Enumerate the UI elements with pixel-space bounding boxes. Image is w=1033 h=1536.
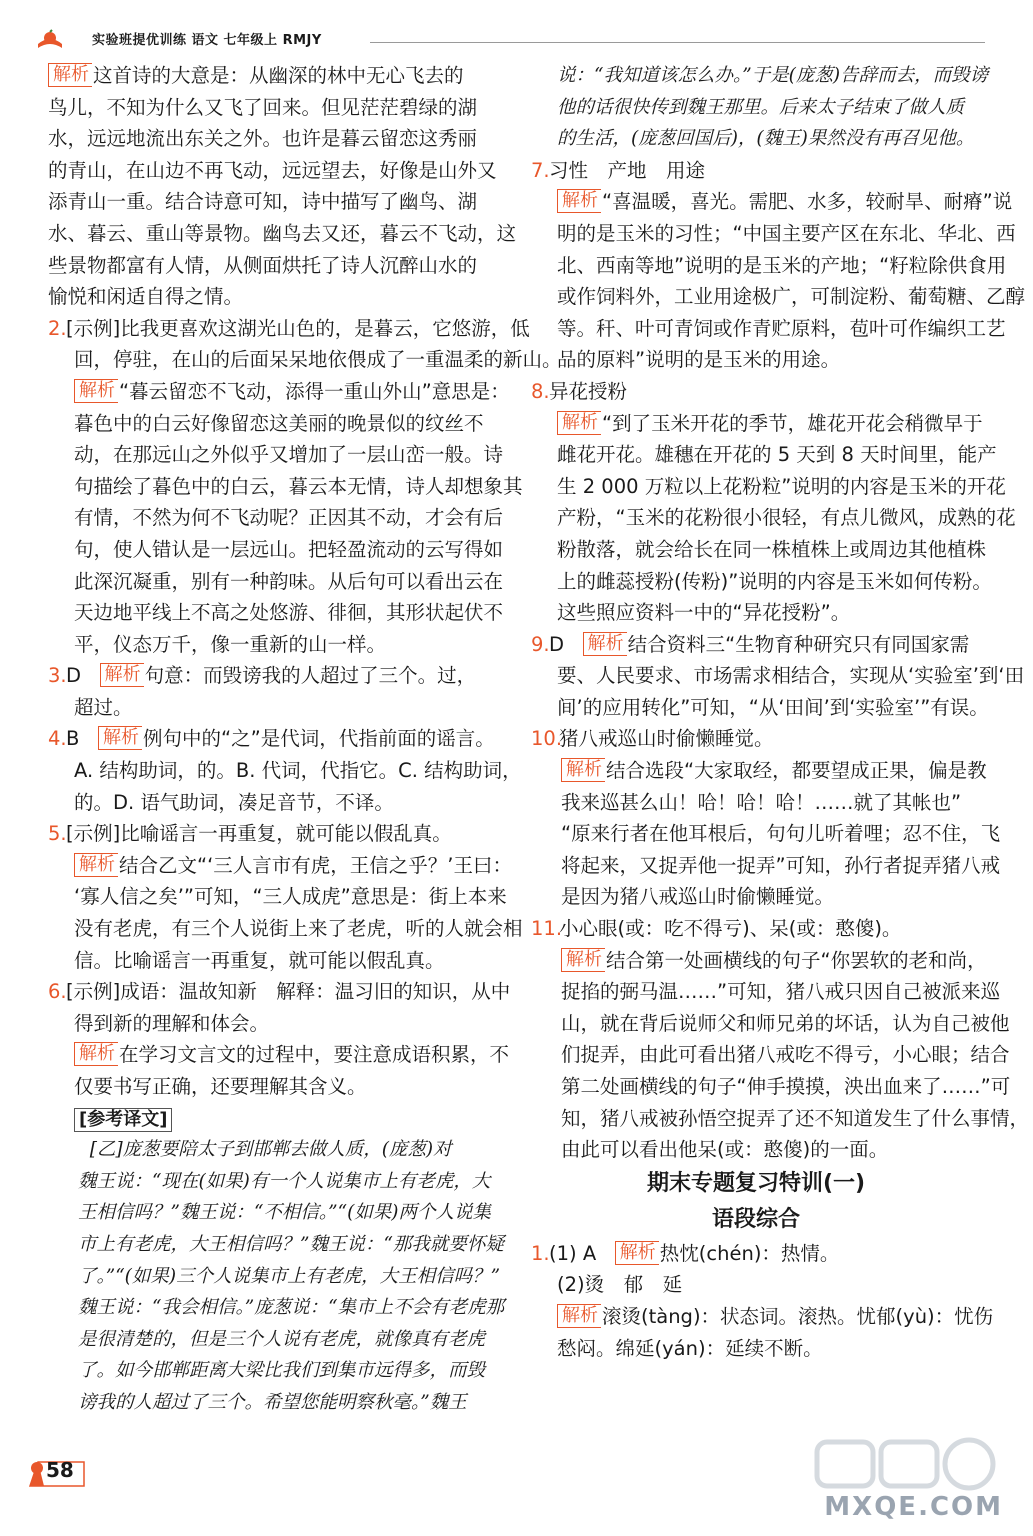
text-line: 句，使人错认是一层远山。把轻盈流动的云写得如 bbox=[74, 537, 504, 561]
text-line: 解析 结合第一处画横线的句子“你罢软的老和尚， bbox=[531, 945, 981, 977]
text-line: 水，远远地流出东关之外。也许是暮云留恋这秀丽 bbox=[48, 127, 478, 151]
translation-line: 的生活，(庞葱回国后)，(魏王)果然没有再召见他。 bbox=[557, 128, 975, 150]
translation-line: 他的话很快传到魏王那里。后来太子结束了做人质 bbox=[557, 96, 965, 118]
question-9: 9.D 解析 结合资料三“生物育种研究只有同国家需 bbox=[531, 632, 970, 656]
text-line: 添青山一重。结合诗意可知，诗中描写了幽鸟、湖 bbox=[48, 190, 478, 214]
text-line: 或作饲料外，工业用途极广，可制淀粉、葡萄糖、乙醇 bbox=[557, 285, 1026, 309]
text-line: 此深沉凝重，别有一种韵味。从后句可以看出云在 bbox=[74, 569, 504, 593]
question-number: 2. bbox=[48, 316, 67, 340]
text-line: 将起来，又捉弄他一捉弄”可知，孙行者捉弄猪八戒 bbox=[561, 853, 1001, 877]
translation-line: 是很清楚的，但是三个人说有老虎，就像真有老虎 bbox=[78, 1328, 486, 1350]
question-10: 10.猪八戒巡山时偷懒睡觉。 bbox=[531, 727, 774, 751]
analysis-tag: 解析 bbox=[561, 948, 605, 972]
question-3: 3.D 解析 句意：而毁谤我的人超过了三个。过， bbox=[48, 664, 477, 688]
page-number: 58 bbox=[46, 1458, 74, 1482]
section-subtitle: 语段综合 bbox=[711, 1206, 800, 1232]
watermark-text: MXQE.COM bbox=[824, 1492, 1003, 1522]
text-line: 北、西南等地”说明的是玉米的产地；“籽粒除供食用 bbox=[557, 253, 1007, 277]
text-line: 第二处画横线的句子“伸手摸摸，泱出血来了……”可 bbox=[561, 1075, 1011, 1098]
translation-line: 谤我的人超过了三个。希望您能明察秋毫。”魏王 bbox=[78, 1391, 467, 1413]
translation-line: 市上有老虎，大王相信吗？”魏王说：“那我就要怀疑 bbox=[78, 1233, 504, 1255]
text-line: 暮色中的白云好像留恋这美丽的晚景似的纹丝不 bbox=[74, 411, 484, 435]
question-5: 5.[示例]比喻谣言一再重复，就可能以假乱真。 bbox=[48, 822, 452, 846]
text-line: 解析 滚烫(tàng)：状态词。滚热。忧郁(yù)：忧伤 bbox=[531, 1301, 981, 1333]
text-line: 这些照应资料一中的“异花授粉”。 bbox=[557, 601, 851, 625]
text-line: A. 结构助词，的。B. 代词，代指它。C. 结构助词， bbox=[74, 759, 522, 783]
text-line: 没有老虎，有三个人说街上来了老虎，听的人就会相 bbox=[74, 917, 523, 941]
analysis-tag: 解析 bbox=[583, 632, 627, 656]
translation-line: 了。如今邯郸距离大梁比我们到集市远得多，而毁 bbox=[78, 1360, 486, 1382]
question-7: 7.习性 产地 用途 bbox=[531, 158, 706, 182]
text-line: 山，就在背后说师父和师兄弟的坏话，认为自己被他 bbox=[561, 1011, 1010, 1035]
text-line: 产粉，“玉米的花粉很小很轻，有点儿微风，成熟的花 bbox=[557, 506, 1016, 530]
answer: D bbox=[549, 632, 565, 656]
text-line: (2)烫 郁 延 bbox=[557, 1273, 683, 1297]
text-line: 仅要书写正确，还要理解其含义。 bbox=[74, 1075, 367, 1098]
text-line: 是因为猪八戒巡山时偷懒睡觉。 bbox=[561, 885, 835, 909]
analysis-tag: 解析 bbox=[557, 189, 601, 213]
question-8: 8.异花授粉 bbox=[531, 379, 628, 403]
question-6: 6.[示例]成语：温故知新 解释：温习旧的知识，从中 bbox=[48, 980, 511, 1004]
translation-line: 王相信吗？”魏王说：“不相信。”“(如果)两个人说集 bbox=[78, 1202, 492, 1224]
analysis-tag: 解析 bbox=[98, 726, 142, 750]
translation-line: 说：“我知道该怎么办。”于是(庞葱)告辞而去，而毁谤 bbox=[557, 65, 989, 86]
page-header bbox=[36, 28, 985, 56]
answer: B bbox=[66, 727, 80, 751]
text-line: 间’的应用转化”可知，“从‘田间’到‘实验室’”有误。 bbox=[557, 695, 989, 719]
right-column bbox=[531, 60, 1030, 1364]
question-11: 11.小心眼(或：吃不得亏)、呆(或：憨傻)。 bbox=[531, 917, 902, 941]
text-line: “原来行者在他耳根后，句句儿听着哩；忍不住，飞 bbox=[561, 822, 1001, 846]
text-line: 生 2 000 万粒以上花粉粒”说明的内容是玉米的开花 bbox=[557, 474, 1006, 498]
analysis-tag: 解析 bbox=[74, 1042, 118, 1066]
text-line: 们捉弄，由此可看出猪八戒吃不得亏，小心眼；结合 bbox=[561, 1043, 1010, 1067]
text-line: 品的原料”说明的是玉米的用途。 bbox=[557, 348, 841, 372]
text-line: 捉掐的弼马温……”可知，猪八戒只因自己被派来巡 bbox=[561, 980, 1001, 1004]
text-line: 解析 在学习文言文的过程中，要注意成语积累，不 bbox=[48, 1039, 510, 1071]
text-line: 解析 结合选段“大家取经，都要望成正果，偏是教 bbox=[531, 755, 981, 787]
header-rule bbox=[370, 42, 985, 43]
text-line: 要、人民要求、市场需求相结合，实现从‘实验室’到‘田 bbox=[557, 664, 1025, 688]
analysis-tag: 解析 bbox=[74, 853, 118, 877]
analysis-tag: 解析 bbox=[557, 411, 601, 435]
text-line: 解析 “到了玉米开花的季节，雄花开花会稍微早于 bbox=[531, 408, 981, 440]
answer: (1) A bbox=[549, 1241, 597, 1265]
text-line: 句描绘了暮色中的白云，暮云本无情，诗人却想象其 bbox=[74, 474, 523, 498]
translation-line: [乙]庞葱要陪太子到邯郸去做人质，(庞葱)对 bbox=[89, 1139, 452, 1161]
book-series-title: 实验班提优训练 语文 七年级上 RMJY bbox=[92, 33, 322, 48]
text-line: 些景物都富有人情，从侧面烘托了诗人沉醉山水的 bbox=[48, 253, 478, 277]
left-column bbox=[48, 60, 562, 1419]
translation-line: 魏王说：“我会相信。”庞葱说：“集市上不会有老虎那 bbox=[78, 1297, 505, 1319]
text-line: 回，停驻，在山的后面呆呆地依偎成了一重温柔的新山。 bbox=[74, 348, 562, 372]
analysis-tag: 解析 bbox=[557, 1304, 601, 1328]
answer: D bbox=[66, 664, 82, 688]
book-logo-icon bbox=[36, 30, 64, 52]
text-line: 解析 “暮云留恋不飞动，添得一重山外山”意思是： bbox=[48, 376, 510, 408]
section-question-1: 1.(1) A 解析 热忱(chén)：热情。 bbox=[531, 1241, 840, 1265]
text-line: 雌花开花。雄穗在开花的 5 天到 8 天时间里，能产 bbox=[557, 443, 997, 467]
translation-line: 了。”“(如果)三个人说集市上有老虎，大王相信吗？” bbox=[78, 1265, 501, 1287]
analysis-tag: 解析 bbox=[74, 379, 118, 403]
text-line: 我来巡甚么山！哈！哈！哈！……就了其帐也” bbox=[561, 790, 962, 814]
question-2: 2.[示例]比我更喜欢这湖光山色的，是暮云，它悠游，低 bbox=[48, 313, 510, 345]
text-line: 得到新的理解和体会。 bbox=[74, 1011, 270, 1035]
text-line: 等。秆、叶可青饲或作青贮原料，苞叶可作编织工艺 bbox=[557, 316, 1006, 340]
text-line: 的青山，在山边不再飞动，远远望去，好像是山外又 bbox=[48, 158, 497, 182]
text-line: 知，猪八戒被孙悟空捉弄了还不知道发生了什么事情， bbox=[561, 1106, 1030, 1130]
text-line: 解析 结合乙文“‘三人言市有虎，王信之乎？’王曰： bbox=[48, 850, 510, 882]
text-line: 粉散落，就会给长在同一株植株上或周边其他植株 bbox=[557, 537, 987, 561]
text-line: 平，仪态万千，像一重新的山一样。 bbox=[74, 632, 387, 656]
text-line: 水、暮云、重山等景物。幽鸟去又还，暮云不飞动，这 bbox=[48, 221, 517, 245]
text-line: 明的是玉米的习性；“中国主要产区在东北、华北、西 bbox=[557, 221, 1016, 245]
text-line: 超过。 bbox=[74, 695, 133, 719]
question-4: 4.B 解析 例句中的“之”是代词，代指前面的谣言。 bbox=[48, 727, 495, 751]
analysis-tag: 解析 bbox=[615, 1241, 659, 1265]
text-line: 解析 “喜温暖，喜光。需肥、水多，较耐旱、耐瘠”说 bbox=[531, 186, 981, 218]
text-line: 由此可以看出他呆(或：憨傻)的一面。 bbox=[561, 1138, 889, 1162]
text-line: 愁闷。绵延(yán)：延续不断。 bbox=[557, 1336, 823, 1360]
analysis-tag: 解析 bbox=[100, 663, 144, 687]
text-line: 信。比喻谣言一再重复，就可能以假乱真。 bbox=[74, 948, 445, 972]
text-line: 有情，不然为何不飞动呢？正因其不动，才会有后 bbox=[74, 506, 504, 530]
text-line: 的。D. 语气助词，凑足音节，不译。 bbox=[74, 790, 394, 814]
analysis-tag: 解析 bbox=[561, 758, 605, 782]
reference-translation-heading: [参考译文] bbox=[48, 1103, 510, 1135]
text-line: 天边地平线上不高之处悠游、徘徊，其形状起伏不 bbox=[74, 601, 504, 625]
text-line: 解析 这首诗的大意是：从幽深的林中无心飞去的 bbox=[48, 60, 510, 92]
text-line: 上的雌蕊授粉(传粉)”说明的内容是玉米如何传粉。 bbox=[557, 569, 992, 593]
text-line: 鸟儿，不知为什么又飞了回来。但见茫茫碧绿的湖 bbox=[48, 95, 478, 119]
text-line: 愉悦和闲适自得之情。 bbox=[48, 285, 244, 309]
text-line: ‘寡人信之矣’”可知，“三人成虎”意思是：街上本来 bbox=[74, 885, 507, 909]
text-line: 动，在那远山之外似乎又增加了一层山峦一般。诗 bbox=[74, 443, 504, 467]
analysis-tag: 解析 bbox=[48, 63, 92, 87]
translation-line: 魏王说：“现在(如果)有一个人说集市上有老虎，大 bbox=[78, 1170, 491, 1192]
section-title: 期末专题复习特训(一) bbox=[646, 1170, 866, 1196]
